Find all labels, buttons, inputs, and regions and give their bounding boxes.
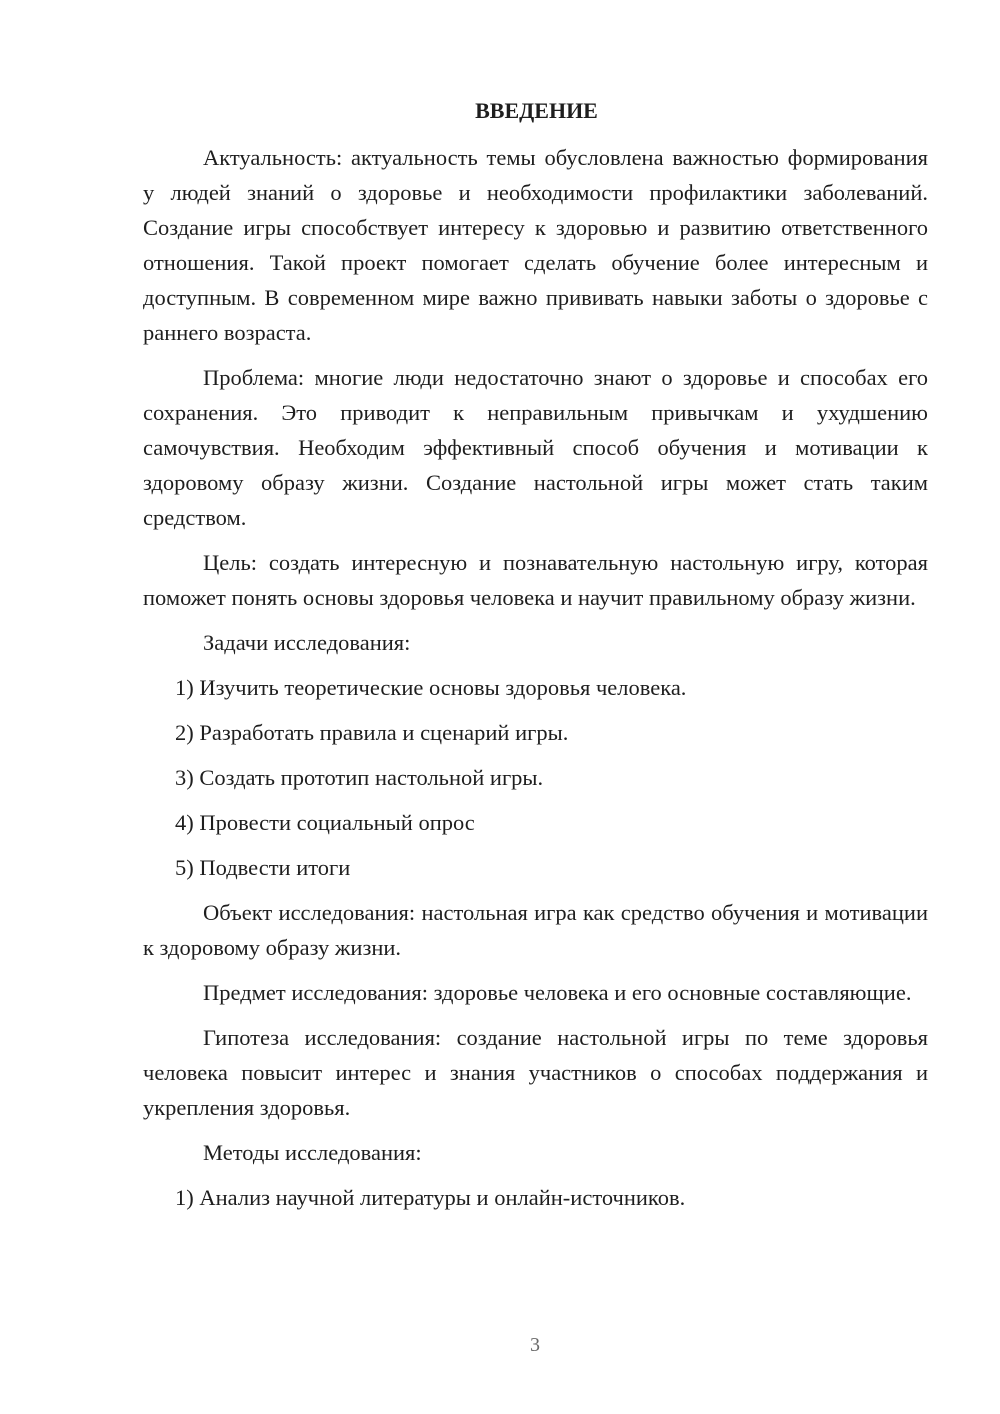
task-item: 5) Подвести итоги [175, 855, 351, 880]
relevance-paragraph: Актуальность: актуальность темы обусловлена важностью формирования у людей знаний о здоровье и необходимости профилактики заболеваний. Создание игры способствует интересу к здоровью и развитию ответственного отношения. Такой проект помогает сделать обучение более интересным и доступным. В современном мире важно прививать навыки заботы о здоровье с раннего возраста. [143, 145, 928, 345]
tasks-heading: Задачи исследования: [203, 630, 411, 655]
methods-heading: Методы исследования: [203, 1140, 422, 1165]
task-item: 4) Провести социальный опрос [175, 810, 475, 835]
page-number: 3 [530, 1334, 540, 1356]
section-title: ВВЕДЕНИЕ [475, 98, 598, 123]
task-item: 1) Изучить теоретические основы здоровья человека. [175, 675, 687, 700]
subject-paragraph: Предмет исследования: здоровье человека и его основные составляющие. [203, 980, 912, 1005]
object-paragraph: Объект исследования: настольная игра как средство обучения и мотивации к здоровому образу жизни. [143, 900, 928, 960]
goal-paragraph: Цель: создать интересную и познавательную настольную игру, которая поможет понять основы здоровья человека и научит правильному образу жизни. [143, 550, 928, 610]
hypothesis-paragraph: Гипотеза исследования: создание настольной игры по теме здоровья человека повысит интерес и знания участников о способах поддержания и укрепления здоровья. [143, 1025, 928, 1120]
task-item: 2) Разработать правила и сценарий игры. [175, 720, 569, 745]
page-content [143, 93, 928, 1225]
problem-paragraph: Проблема: многие люди недостаточно знают о здоровье и способах его сохранения. Это приводит к неправильным привычкам и ухудшению самочувствия. Необходим эффективный способ обучения и мотивации к здоровому образу жизни. Создание настольной игры может стать таким средством. [143, 365, 928, 530]
method-item: 1) Анализ научной литературы и онлайн-источников. [175, 1185, 686, 1210]
task-item: 3) Создать прототип настольной игры. [175, 765, 544, 790]
